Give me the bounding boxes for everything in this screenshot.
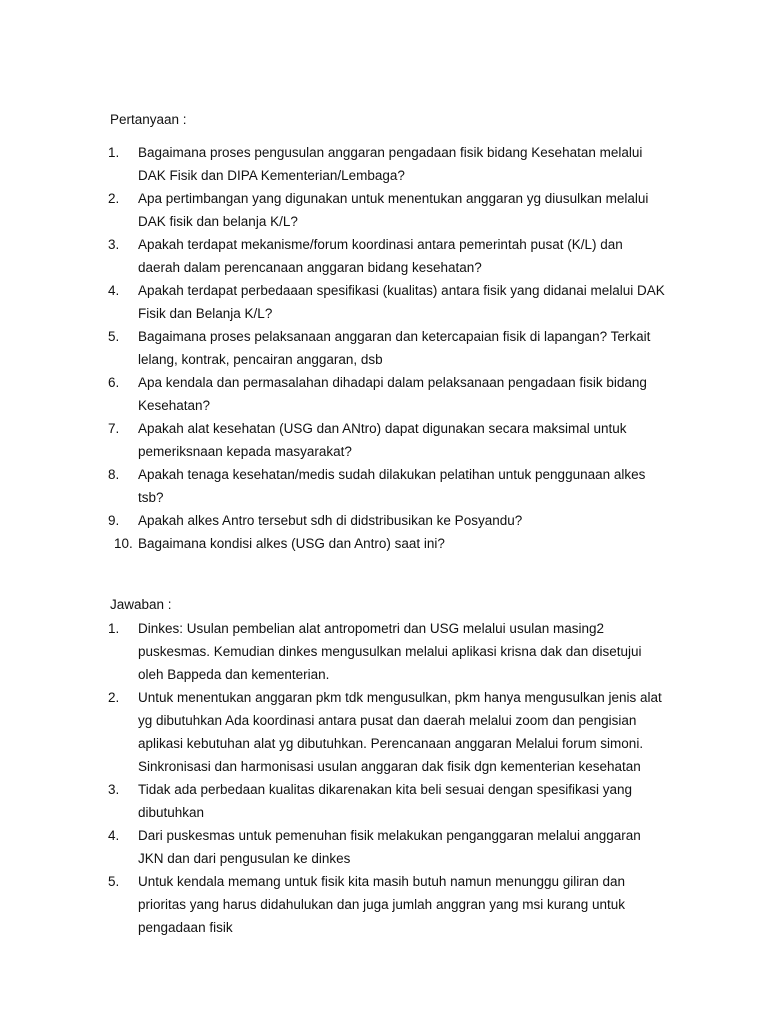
list-item-text: oleh Bappeda dan kementerian.	[138, 667, 330, 682]
list-item-text: yg dibutuhkan Ada koordinasi antara pusat dan daerah melalui zoom dan pengisian	[138, 713, 637, 728]
list-item-text: DAK Fisik dan DIPA Kementerian/Lembaga?	[138, 168, 405, 183]
list-item-number: 3.	[108, 782, 120, 797]
list-item-text: puskesmas. Kemudian dinkes mengusulkan melalui aplikasi krisna dak dan disetujui	[138, 644, 642, 659]
list-item-text: Apa kendala dan permasalahan dihadapi dalam pelaksanaan pengadaan fisik bidang	[138, 375, 647, 390]
list-item-number: 2.	[108, 191, 120, 206]
list-item-text: Apakah tenaga kesehatan/medis sudah dilakukan pelatihan untuk penggunaan alkes	[138, 467, 646, 482]
list-item	[0, 279, 698, 325]
list-item-text: daerah dalam perencanaan anggaran bidang kesehatan?	[138, 260, 482, 275]
list-item-text: Kesehatan?	[138, 398, 211, 413]
answers-heading: Jawaban :	[110, 597, 172, 612]
list-item-number: 5.	[108, 329, 120, 344]
list-item-number: 6.	[108, 375, 120, 390]
list-item-number: 5.	[108, 874, 120, 889]
list-item-number: 1.	[108, 145, 120, 160]
list-item-number: 8.	[108, 467, 120, 482]
questions-heading: Pertanyaan :	[110, 112, 187, 127]
list-item-text: JKN dan dari pengusulan ke dinkes	[138, 851, 351, 866]
list-item	[0, 686, 698, 778]
list-item	[0, 417, 698, 463]
list-item-text: pengadaan fisik	[138, 920, 233, 935]
list-item-number: 3.	[108, 237, 120, 252]
list-item-text: Apakah alkes Antro tersebut sdh di didstribusikan ke Posyandu?	[138, 513, 523, 528]
list-item-text: tsb?	[138, 490, 164, 505]
list-item	[0, 371, 698, 417]
list-item-text: Apakah terdapat perbedaaan spesifikasi (kualitas) antara fisik yang didanai melalui DAK	[138, 283, 665, 298]
list-item-text: Bagaimana proses pelaksanaan anggaran dan ketercapaian fisik di lapangan? Terkait	[138, 329, 651, 344]
list-item-text: pemeriksnaan kepada masyarakat?	[138, 444, 352, 459]
list-item-number: 4.	[108, 828, 120, 843]
list-item	[0, 617, 698, 686]
list-item-text: DAK fisik dan belanja K/L?	[138, 214, 298, 229]
list-item	[0, 141, 698, 187]
list-item	[0, 532, 698, 555]
list-item-text: dibutuhkan	[138, 805, 205, 820]
list-item-text: Sinkronisasi dan harmonisasi usulan anggaran dak fisik dgn kementerian kesehatan	[138, 759, 641, 774]
list-item-number: 1.	[108, 621, 120, 636]
list-item-text: Bagaimana kondisi alkes (USG dan Antro) saat ini?	[138, 536, 445, 551]
list-item-text: Apakah terdapat mekanisme/forum koordinasi antara pemerintah pusat (K/L) dan	[138, 237, 623, 252]
question-list	[0, 141, 768, 555]
list-item	[0, 233, 698, 279]
list-item-text: Bagaimana proses pengusulan anggaran pengadaan fisik bidang Kesehatan melalui	[138, 145, 643, 160]
list-item-text: Apa pertimbangan yang digunakan untuk menentukan anggaran yg diusulkan melalui	[138, 191, 649, 206]
answer-list	[0, 617, 768, 939]
list-item	[0, 509, 698, 532]
list-item	[0, 187, 698, 233]
list-item-number: 10.	[114, 536, 133, 551]
list-item-number: 2.	[108, 690, 120, 705]
list-item-text: lelang, kontrak, pencairan anggaran, dsb	[138, 352, 383, 367]
list-item-text: Dinkes: Usulan pembelian alat antropometri dan USG melalui usulan masing2	[138, 621, 604, 636]
list-item-number: 4.	[108, 283, 120, 298]
list-item-text: Apakah alat kesehatan (USG dan ANtro) dapat digunakan secara maksimal untuk	[138, 421, 627, 436]
list-item	[0, 778, 698, 824]
list-item-text: Dari puskesmas untuk pemenuhan fisik melakukan penganggaran melalui anggaran	[138, 828, 641, 843]
list-item-text: Untuk kendala memang untuk fisik kita masih butuh namun menunggu giliran dan	[138, 874, 626, 889]
list-item	[0, 463, 698, 509]
list-item-number: 9.	[108, 513, 120, 528]
list-item-text: aplikasi kebutuhan alat yg dibutuhkan. Perencanaan anggaran Melalui forum simoni.	[138, 736, 644, 751]
list-item-text: Untuk menentukan anggaran pkm tdk mengusulkan, pkm hanya mengusulkan jenis alat	[138, 690, 662, 705]
list-item	[0, 824, 698, 870]
list-item-text: Tidak ada perbedaan kualitas dikarenakan kita beli sesuai dengan spesifikasi yang	[138, 782, 633, 797]
list-item-number: 7.	[108, 421, 120, 436]
list-item	[0, 325, 698, 371]
list-item-text: Fisik dan Belanja K/L?	[138, 306, 273, 321]
list-item	[0, 870, 698, 939]
list-item-text: prioritas yang harus didahulukan dan juga jumlah anggran yang msi kurang untuk	[138, 897, 626, 912]
